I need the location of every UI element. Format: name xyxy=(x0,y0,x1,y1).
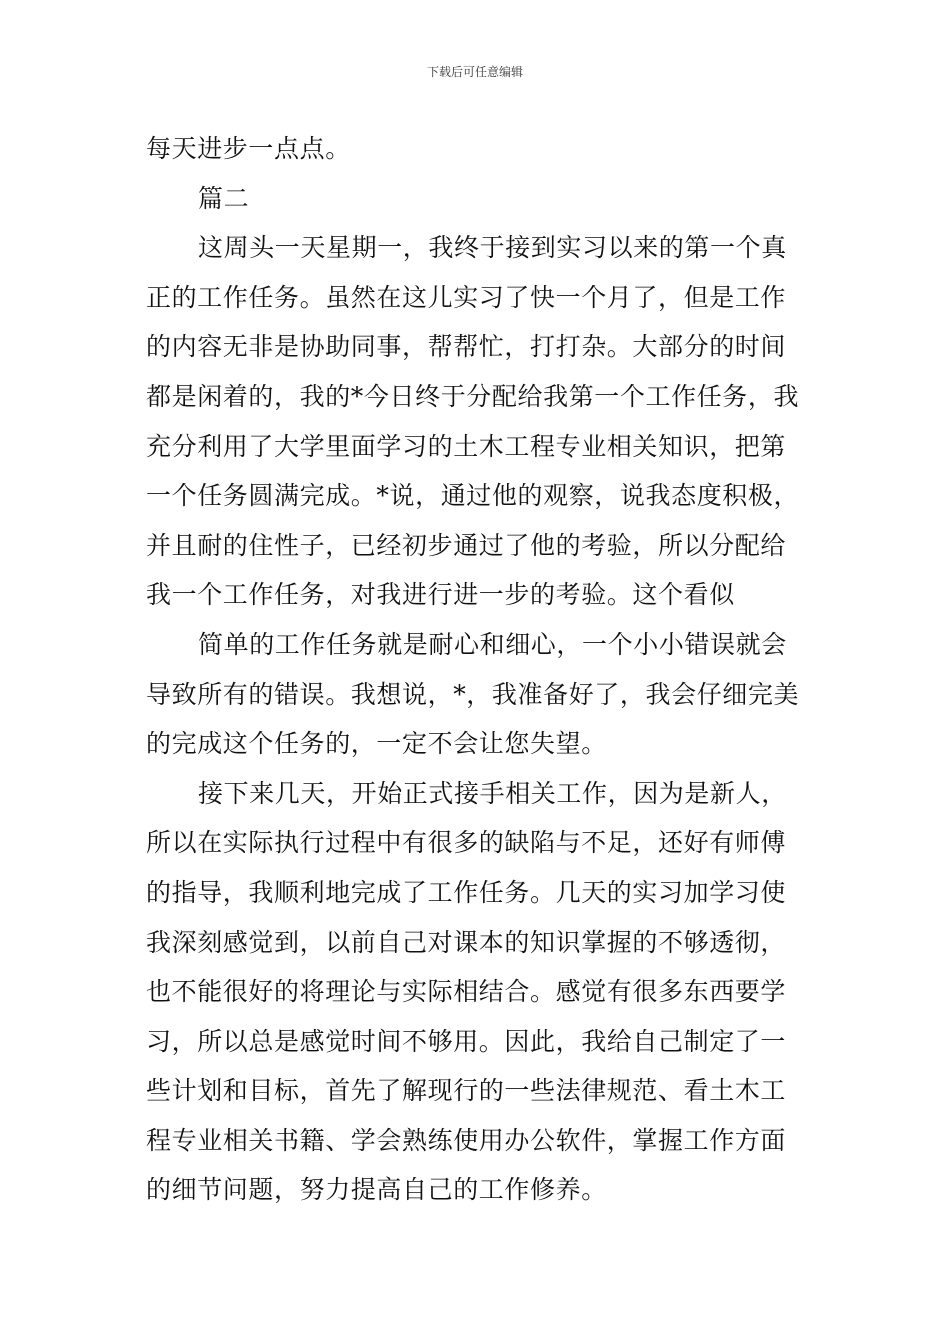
text-line: 这周头一天星期一，我终于接到实习以来的第一个真 xyxy=(198,233,787,263)
text-line: 习，所以总是感觉时间不够用。因此，我给自己制定了一 xyxy=(146,1026,787,1056)
text-line: 接下来几天，开始正式接手相关工作，因为是新人， xyxy=(198,778,787,808)
text-line: 的完成这个任务的，一定不会让您失望。 xyxy=(146,729,607,759)
text-line: 程专业相关书籍、学会熟练使用办公软件，掌握工作方面 xyxy=(146,1125,787,1155)
text-line: 也不能很好的将理论与实际相结合。感觉有很多东西要学 xyxy=(146,977,787,1007)
page-header: 下载后可任意编辑 xyxy=(426,65,523,79)
text-line: 的内容无非是协助同事，帮帮忙，打打杂。大部分的时间 xyxy=(146,332,787,362)
text-line: 都是闲着的，我的*今日终于分配给我第一个工作任务，我 xyxy=(146,381,800,411)
section-heading: 篇二 xyxy=(198,183,250,213)
text-line: 我一个工作任务，对我进行进一步的考验。这个看似 xyxy=(146,580,735,610)
text-line: 正的工作任务。虽然在这儿实习了快一个月了，但是工作 xyxy=(146,282,787,312)
document-body xyxy=(146,124,806,1215)
text-line: 简单的工作任务就是耐心和细心，一个小小错误就会 xyxy=(198,629,787,659)
text-line: 并且耐的住性子，已经初步通过了他的考验，所以分配给 xyxy=(146,530,787,560)
text-line: 些计划和目标，首先了解现行的一些法律规范、看土木工 xyxy=(146,1076,787,1106)
text-line: 所以在实际执行过程中有很多的缺陷与不足，还好有师傅 xyxy=(146,828,787,858)
text-line: 每天进步一点点。 xyxy=(146,134,351,163)
text-line: 一个任务圆满完成。*说，通过他的观察，说我态度积极， xyxy=(146,481,800,511)
text-line: 的指导，我顺利地完成了工作任务。几天的实习加学习使 xyxy=(146,877,787,907)
text-line: 我深刻感觉到，以前自己对课本的知识掌握的不够透彻， xyxy=(146,927,787,957)
text-line: 充分利用了大学里面学习的土木工程专业相关知识，把第 xyxy=(146,431,787,461)
text-line: 导致所有的错误。我想说，*，我准备好了，我会仔细完美 xyxy=(146,679,800,709)
text-line: 的细节问题，努力提高自己的工作修养。 xyxy=(146,1175,607,1205)
